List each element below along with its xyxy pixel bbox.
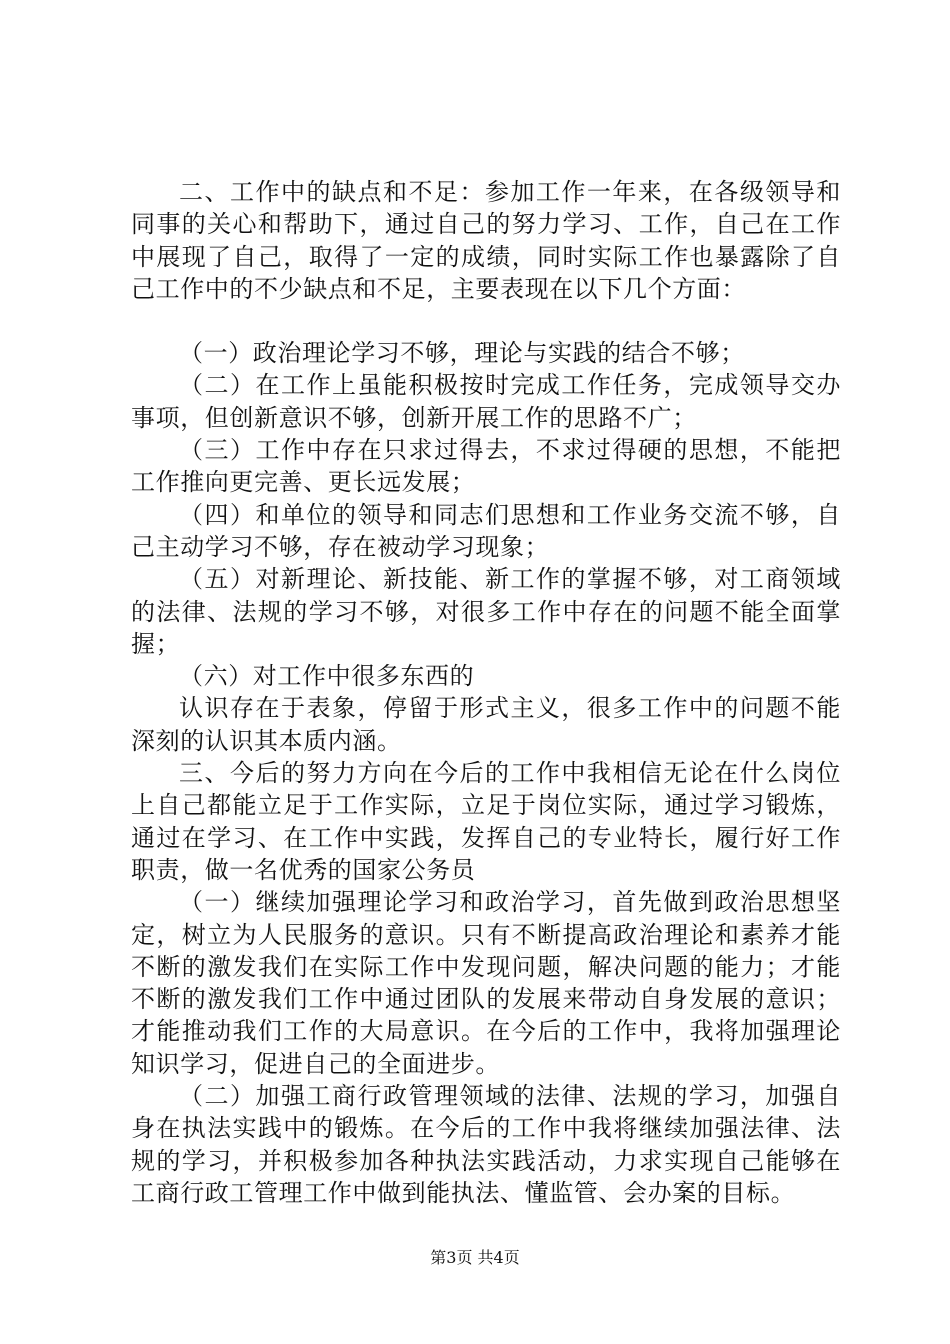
paragraph-item-5: （五）对新理论、新技能、新工作的掌握不够，对工商领域的法律、法规的学习不够，对很多工作中存在的问题不能全面掌握； [131,565,841,658]
paragraph-item-2: （二）在工作上虽能积极按时完成工作任务，完成领导交办事项，但创新意识不够，创新开展工作的思路不广； [131,371,841,432]
paragraph-future-direction: 三、今后的努力方向在今后的工作中我相信无论在什么岗位上自己都能立足于工作实际，立足于岗位实际，通过学习锻炼，通过在学习、在工作中实践，发挥自己的专业特长，履行好工作职责，做一名优秀的国家公务员 [131,759,841,884]
paragraph-shortcomings-intro: 二、工作中的缺点和不足：参加工作一年来，在各级领导和同事的关心和帮助下，通过自己的努力学习、工作，自己在工作中展现了自己，取得了一定的成绩，同时实际工作也暴露除了自己工作中的不少缺点和不足，主要表现在以下几个方面： [131,178,841,303]
paragraph-item-4: （四）和单位的领导和同志们思想和工作业务交流不够，自己主动学习不够，存在被动学习现象； [131,500,841,561]
document-body [131,176,841,1209]
page-number-footer: 第3页 共4页 [430,1248,520,1267]
paragraph-item-6-continued: 认识存在于表象，停留于形式主义，很多工作中的问题不能深刻的认识其本质内涵。 [131,694,841,755]
paragraph-future-item-2: （二）加强工商行政管理领域的法律、法规的学习，加强自身在执法实践中的锻炼。在今后的工作中我将继续加强法律、法规的学习，并积极参加各种执法实践活动，力求实现自己能够在工商行政工管理工作中做到能执法、懂监管、会办案的目标。 [131,1082,841,1207]
paragraph-item-1: （一）政治理论学习不够，理论与实践的结合不够； [179,339,745,368]
paragraph-future-item-1: （一）继续加强理论学习和政治学习，首先做到政治思想坚定，树立为人民服务的意识。只有不断提高政治理论和素养才能不断的激发我们在实际工作中发现问题，解决问题的能力；才能不断的激发我们工作中通过团队的发展来带动自身发展的意识；才能推动我们工作的大局意识。在今后的工作中，我将加强理论知识学习，促进自己的全面进步。 [131,888,841,1078]
paragraph-item-6-start: （六）对工作中很多东西的 [179,662,475,691]
paragraph-item-3: （三）工作中存在只求过得去，不求过得硬的思想，不能把工作推向更完善、更长远发展； [131,436,841,497]
